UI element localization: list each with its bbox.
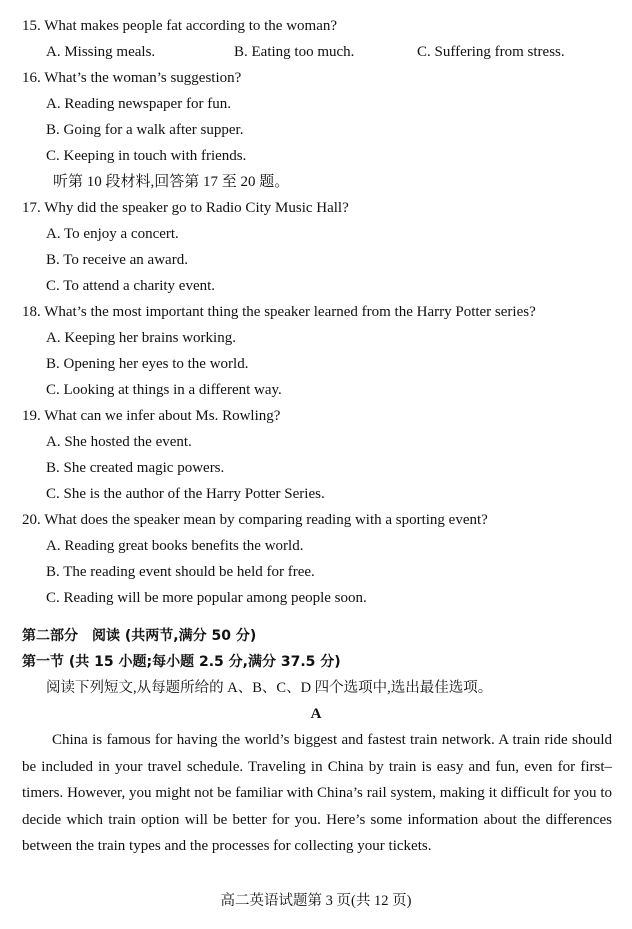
option-20b: B. The reading event should be held for free. [46,564,315,580]
option-20c: C. Reading will be more popular among people soon. [46,590,367,606]
question-15-stem: 15. What makes people fat according to the woman? [22,18,338,34]
option-19a: A. She hosted the event. [46,434,192,450]
section-1-heading: 第一节 (共 15 小题;每小题 2.5 分,满分 37.5 分) [22,654,341,670]
question-20-stem: 20. What does the speaker mean by comparing reading with a sporting event? [22,512,488,528]
exam-page [0,13,632,860]
passage-a-text: China is famous for having the world’s biggest and fastest train network. A train ride should be included in your travel schedule. Traveling in China by train is easy and fun, even for first–timers. However, you might not be familiar with China’s rail system, making it difficult for you to decide which train option will be better for you. Here’s some information about the differences between the train types and the processes for collecting your tickets. [22,732,612,854]
reading-instruction: 阅读下列短文,从每题所给的 A、B、C、D 四个选项中,选出最佳选项。 [46,680,493,696]
option-19b: B. She created magic powers. [46,460,225,476]
question-19-stem: 19. What can we infer about Ms. Rowling? [22,408,281,424]
option-17c: C. To attend a charity event. [46,278,216,294]
option-16a: A. Reading newspaper for fun. [46,96,231,112]
option-18b: B. Opening her eyes to the world. [46,356,249,372]
option-17b: B. To receive an award. [46,252,188,268]
part-2-heading: 第二部分 阅读 (共两节,满分 50 分) [22,628,257,644]
question-18-stem: 18. What’s the most important thing the speaker learned from the Harry Potter series? [22,304,536,320]
option-16c: C. Keeping in touch with friends. [46,148,247,164]
option-20a: A. Reading great books benefits the world. [46,538,304,554]
page-footer: 高二英语试题第 3 页(共 12 页) [220,893,412,909]
question-15-options [0,39,632,65]
option-15c: C. Suffering from stress. [417,44,565,60]
option-16b: B. Going for a walk after supper. [46,122,244,138]
option-18a: A. Keeping her brains working. [46,330,236,346]
option-15a: A. Missing meals. [46,44,156,60]
question-16-stem: 16. What’s the woman’s suggestion? [22,70,242,86]
option-18c: C. Looking at things in a different way. [46,382,282,398]
passage-title: A [310,706,322,722]
question-17-stem: 17. Why did the speaker go to Radio City Music Hall? [22,200,349,216]
option-19c: C. She is the author of the Harry Potter Series. [46,486,325,502]
option-15b: B. Eating too much. [234,44,355,60]
listening-note-10: 听第 10 段材料,回答第 17 至 20 题。 [53,174,290,190]
option-17a: A. To enjoy a concert. [46,226,179,242]
